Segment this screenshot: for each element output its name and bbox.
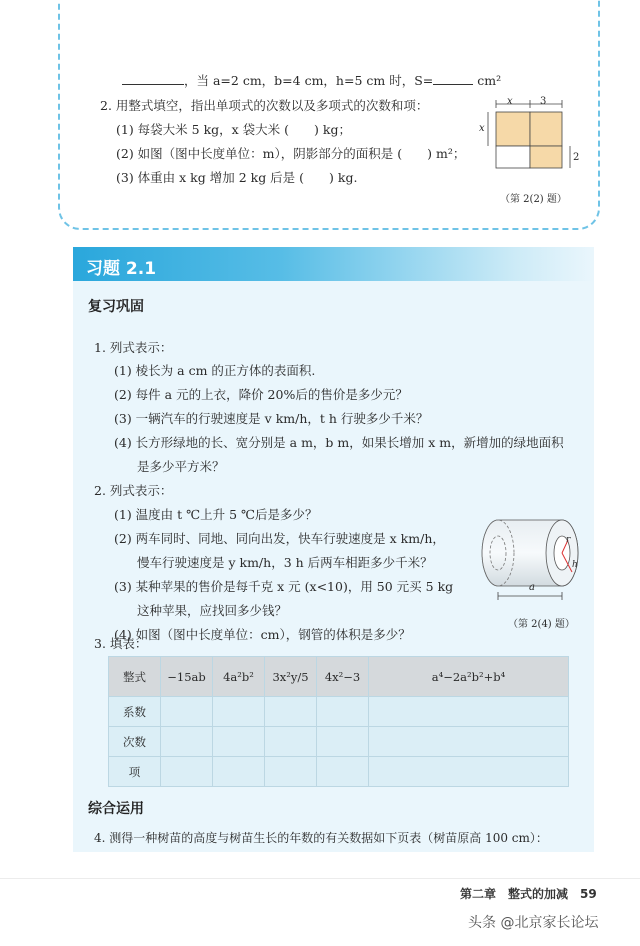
- table-cell[interactable]: [265, 697, 317, 727]
- fig-label-x-top: x: [507, 96, 513, 107]
- table-header-cell: 整式: [109, 657, 161, 697]
- table-cell[interactable]: [161, 697, 213, 727]
- q1-1: (1) 棱长为 a cm 的正方体的表面积.: [114, 363, 316, 378]
- table-cell[interactable]: [369, 757, 569, 787]
- section-review: 复习巩固: [88, 299, 144, 315]
- table-header-cell: a⁴−2a²b²+b⁴: [369, 657, 569, 697]
- section-application: 综合运用: [88, 801, 144, 817]
- table-row: [109, 727, 569, 757]
- top-q2-2: (2) 如图（图中长度单位：m），阴影部分的面积是 ( ) m²；: [116, 146, 466, 161]
- footer-divider: [0, 878, 640, 879]
- q1-3: (3) 一辆汽车的行驶速度是 v km/h，t h 行驶多少千米？: [114, 411, 429, 426]
- table-cell[interactable]: [213, 757, 265, 787]
- row-label-degree: 次数: [109, 727, 161, 757]
- q2-1: (1) 温度由 t ℃上升 5 ℃后是多少？: [114, 507, 318, 522]
- top-q2-3: (3) 体重由 x kg 增加 2 kg 后是 ( ) kg.: [116, 170, 358, 185]
- q3: 3. 填表：: [94, 636, 148, 651]
- blank-underline: [122, 84, 184, 85]
- line1-text: ，当 a=2 cm，b=4 cm，h=5 cm 时，S=: [184, 73, 434, 88]
- table-header-cell: 3x²y/5: [265, 657, 317, 697]
- pipe-label-r: r: [566, 535, 571, 545]
- q2: 2. 列式表示：: [94, 483, 173, 498]
- table-cell[interactable]: [369, 727, 569, 757]
- table-cell[interactable]: [161, 727, 213, 757]
- table-cell[interactable]: [213, 697, 265, 727]
- table-cell[interactable]: [317, 757, 369, 787]
- fill-table: [108, 656, 569, 787]
- q2-2b: 慢车行驶速度是 y km/h，3 h 后两车相距多少千米？: [137, 555, 433, 570]
- table-cell[interactable]: [213, 727, 265, 757]
- q1-4b: 是多少平方米？: [137, 459, 225, 474]
- line1: [122, 71, 501, 89]
- fig-label-3: 3: [540, 96, 547, 107]
- table-cell[interactable]: [161, 757, 213, 787]
- fig-label-2: 2: [573, 152, 580, 163]
- fig-caption-2-2: （第 2(2) 题）: [500, 194, 567, 205]
- q2-3a: (3) 某种苹果的售价是每千克 x 元 (x<10)，用 50 元买 5 kg: [114, 579, 454, 594]
- pipe-caption: （第 2(4) 题）: [508, 619, 575, 630]
- table-cell[interactable]: [317, 727, 369, 757]
- q2-3b: 这种苹果，应找回多少钱？: [137, 603, 288, 618]
- table-cell[interactable]: [369, 697, 569, 727]
- q1-2: (2) 每件 a 元的上衣，降价 20%后的售价是多少元？: [114, 387, 408, 402]
- table-header-cell: −15ab: [161, 657, 213, 697]
- row-label-coefficient: 系数: [109, 697, 161, 727]
- fig-label-x-left: x: [479, 123, 485, 134]
- q4: 4. 测得一种树苗的高度与树苗生长的年数的有关数据如下页表（树苗原高 100 cm）：: [94, 831, 548, 845]
- row-label-terms: 项: [109, 757, 161, 787]
- watermark: 头条 @北京家长论坛: [468, 915, 599, 931]
- pipe-label-a: a: [529, 582, 535, 593]
- table-header-cell: 4x²−3: [317, 657, 369, 697]
- exercise-title: 习题 2.1: [86, 259, 157, 279]
- top-q2: 2. 用整式填空，指出单项式的次数以及多项式的次数和项：: [100, 98, 429, 113]
- table-cell[interactable]: [265, 727, 317, 757]
- table-cell[interactable]: [317, 697, 369, 727]
- table-cell[interactable]: [265, 757, 317, 787]
- table-header-row: [109, 657, 569, 697]
- top-q2-1: (1) 每袋大米 5 kg，x 袋大米 ( ) kg；: [116, 122, 351, 137]
- page-label: 第二章 整式的加减 59: [460, 887, 597, 901]
- table-row: [109, 697, 569, 727]
- pipe-label-h: h: [572, 560, 578, 570]
- area-figure: [474, 92, 584, 192]
- line1-unit: cm²: [477, 73, 502, 88]
- q1-4a: (4) 长方形绿地的长、宽分别是 a m，b m，如果长增加 x m，新增加的绿地面积: [114, 435, 564, 450]
- q1: 1. 列式表示：: [94, 340, 173, 355]
- q2-4: (4) 如图（图中长度单位：cm），钢管的体积是多少？: [114, 627, 411, 642]
- blank-underline-s: [433, 84, 473, 85]
- table-header-cell: 4a²b²: [213, 657, 265, 697]
- q2-2a: (2) 两车同时、同地、同向出发，快车行驶速度是 x km/h，: [114, 531, 445, 546]
- table-row: [109, 757, 569, 787]
